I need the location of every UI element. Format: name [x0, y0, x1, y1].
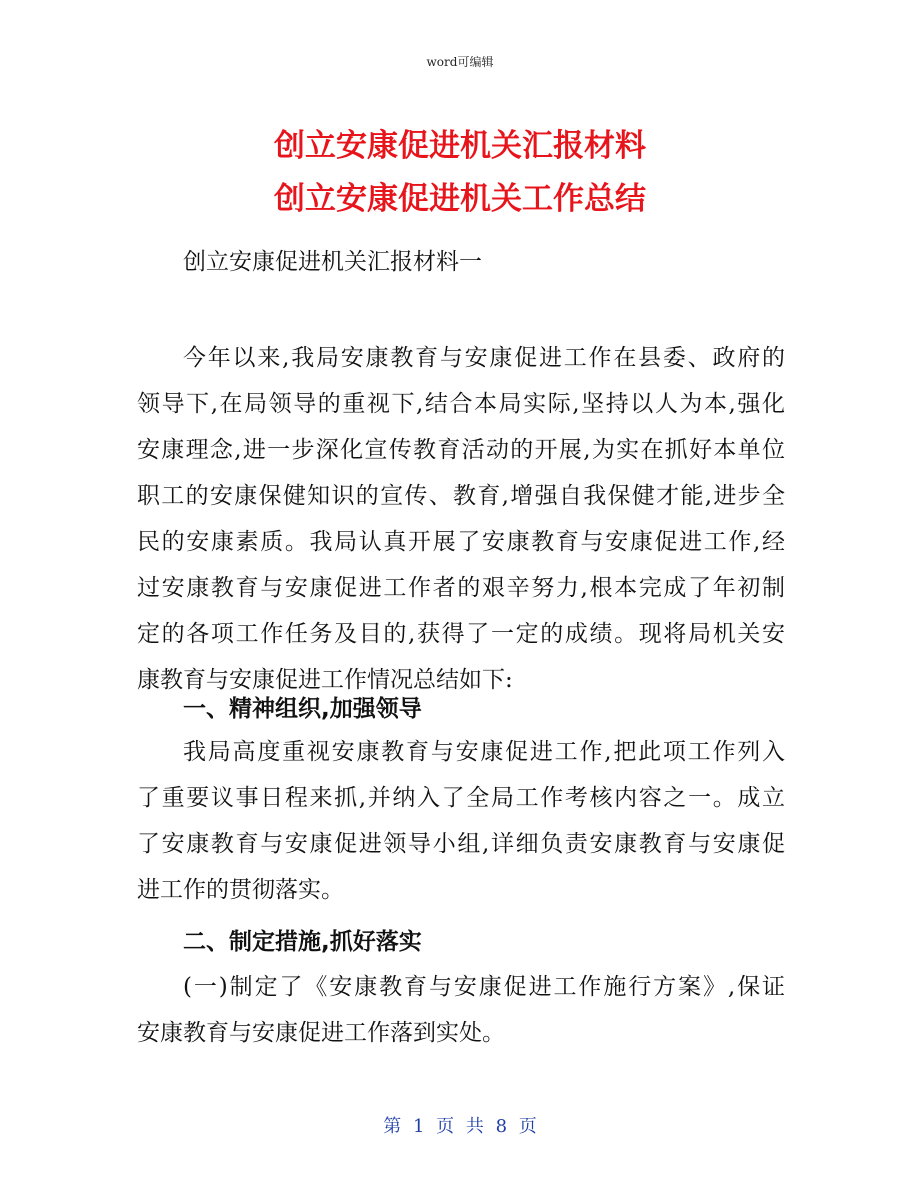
paragraph-line: 职工的安康保健知识的宣传、教育,增强自我保健才能,进步全 [137, 483, 785, 509]
document-title-line-2: 创立安康促进机关工作总结 [274, 181, 646, 217]
paragraph-line: (一)制定了《安康教育与安康促进工作施行方案》,保证 [183, 974, 785, 1000]
subtitle: 创立安康促进机关汇报材料一 [183, 249, 482, 275]
paragraph-line: 定的各项工作任务及目的,获得了一定的成绩。现将局机关安 [137, 621, 785, 647]
paragraph-line: 安康教育与安康促进工作落到实处。 [137, 1020, 505, 1046]
paragraph-line: 了重要议事日程来抓,并纳入了全局工作考核内容之一。成立 [137, 785, 785, 811]
page-header: word可编辑 [426, 55, 494, 69]
page-number-footer: 第 1 页 共 8 页 [383, 1116, 537, 1137]
paragraph-line: 今年以来,我局安康教育与安康促进工作在县委、政府的 [183, 345, 785, 371]
paragraph-line: 了安康教育与安康促进领导小组,详细负责安康教育与安康促 [137, 831, 785, 857]
paragraph-line: 安康理念,进一步深化宣传教育活动的开展,为实在抓好本单位 [137, 437, 785, 463]
paragraph-line: 我局高度重视安康教育与安康促进工作,把此项工作列入 [183, 739, 785, 765]
paragraph-line: 进工作的贯彻落实。 [137, 877, 344, 903]
paragraph-line: 领导下,在局领导的重视下,结合本局实际,坚持以人为本,强化 [137, 391, 785, 417]
paragraph-line: 民的安康素质。我局认真开展了安康教育与安康促进工作,经 [137, 529, 785, 555]
section-heading-2: 二、制定措施,抓好落实 [183, 929, 422, 955]
paragraph-line: 过安康教育与安康促进工作者的艰辛努力,根本完成了年初制 [137, 575, 785, 601]
document-title-line-1: 创立安康促进机关汇报材料 [274, 128, 646, 164]
section-heading-1: 一、精神组织,加强领导 [183, 696, 422, 722]
paragraph-line: 康教育与安康促进工作情况总结如下: [137, 667, 513, 693]
